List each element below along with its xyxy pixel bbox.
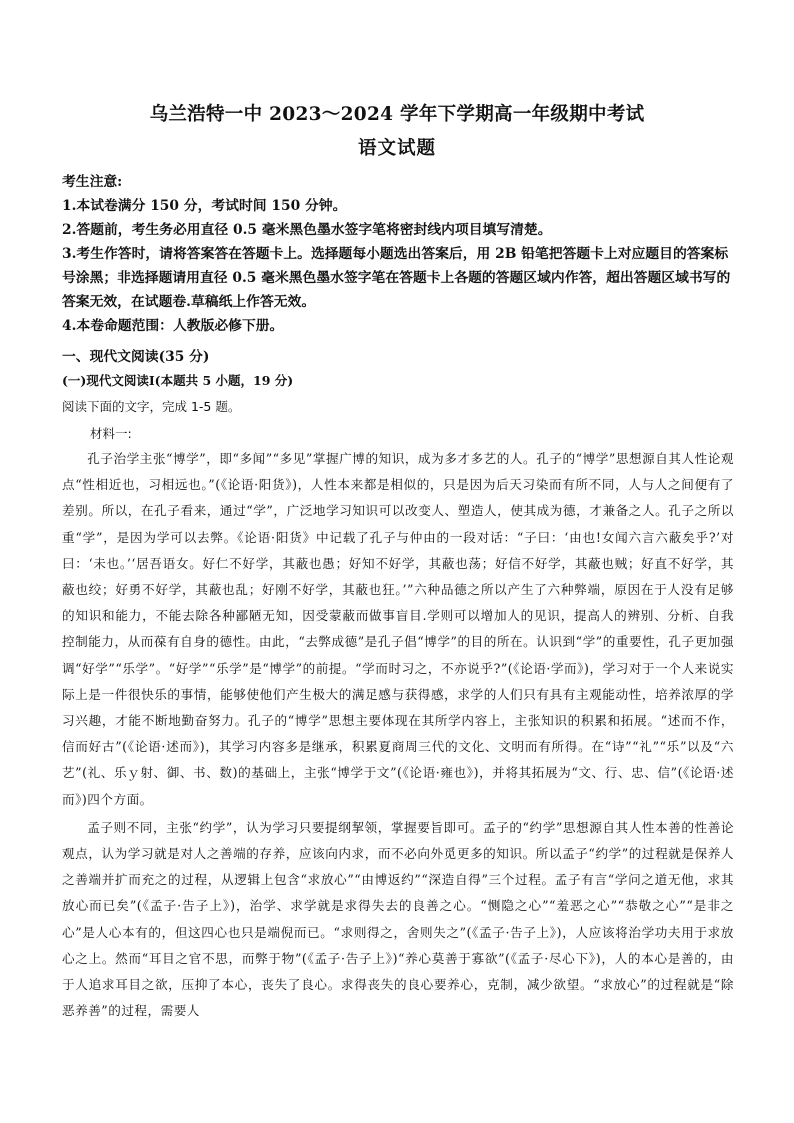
exam-title: 乌兰浩特一中 2023～2024 学年下学期高一年级期中考试 <box>149 104 645 125</box>
section-subtitle: (一)现代文阅读Ⅰ(本题共 5 小题，19 分) <box>62 373 294 388</box>
notice-item: 3.考生作答时，请将答案答在答题卡上。选择题每小题选出答案后，用 2B 铅笔把答题卡上对应题目的答案标号涂黑；非选择题请用直径 0.5 毫米黑色墨水签字笔在答题卡上各题的答题区域内作答，超出答题区域书写的答案无效，在试题卷.草稿纸上作答无效。 <box>62 246 731 310</box>
notice-item: 1.本试卷满分 150 分，考试时间 150 分钟。 <box>62 198 347 214</box>
reading-instruction: 阅读下面的文字，完成 1-5 题。 <box>62 399 241 414</box>
notice-heading: 考生注意: <box>62 174 123 190</box>
passage-paragraph: 孟子则不同，主张“约学”，认为学习只要提纲挈领，掌握要旨即可。孟子的“约学”思想源自其人性本善的性善论观点，认为学习就是对人之善端的存养，应该向内求，而不必向外觅更多的知识。所以孟子“约学”的过程就是保养人之善端并扩而充之的过程，从逻辑上包含“求放心”“由博返约”“深造自得”三个过程。孟子有言“学问之道无他，求其放心而已矣”(《孟子·告子上》)，治学、求学就是求得失去的良善之心。“恻隐之心”“羞恶之心”“恭敬之心”“是非之心”是人心本有的，但这四心也只是端倪而已。“求则得之，舍则失之”(《孟子·告子上》)，人应该将治学功夫用于求放心之上。然而“耳目之官不思，而弊于物”(《孟子·告子上》)“养心莫善于寡欲”(《孟子·尽心下》)，人的本心是善的，由于人追求耳目之欲，压抑了本心，丧失了良心。求得丧失的良心要养心，克制，减少欲望。“求放心”的过程就是“除恶养善”的过程，需要人 <box>62 819 734 1019</box>
exam-subtitle: 语文试题 <box>357 138 436 159</box>
reading-passage <box>62 446 734 1024</box>
notice-block <box>62 170 734 338</box>
notice-item: 2.答题前，考生务必用直径 0.5 毫米黑色墨水签字笔将密封线内项目填写清楚。 <box>62 222 552 238</box>
material-label: 材料一: <box>90 426 132 441</box>
section-title: 一、现代文阅读(35 分) <box>62 349 210 365</box>
passage-paragraph: 孔子治学主张“博学”，即“多闻”“多见”掌握广博的知识，成为多才多艺的人。孔子的“博学”思想源自其人性论观点“性相近也，习相远也。”(《论语·阳货》)，人性本来都是相似的，只是因为后天习染而有所不同，人与人之间便有了差别。所以，在孔子看来，通过“学”，广泛地学习知识可以改变人、塑造人，使其成为德，才兼备之人。孔子之所以重“学”，是因为学可以去弊。《论语·阳货》中记载了孔子与仲由的一段对话：“子曰：‘由也!女闻六言六蔽矣乎?’对曰：‘未也。’‘居吾语女。好仁不好学，其蔽也愚；好知不好学，其蔽也荡；好信不好学，其蔽也贼；好直不好学，其蔽也绞；好勇不好学，其蔽也乱；好刚不好学，其蔽也狂。’”六种品德之所以产生了六种弊端，原因在于人没有足够的知识和能力，不能去除各种鄙陋无知，因受蒙蔽而做事盲目.学则可以增加人的见识，提高人的辨别、分析、自我控制能力，从而葆有自身的德性。由此，“去弊成德”是孔子倡“博学”的目的所在。认识到“学”的重要性，孔子更加强调“好学”“乐学”。“好学”“乐学”是“博学”的前提。“学而时习之，不亦说乎?”(《论语·学而》)，学习对于一个人来说实际上是一件很快乐的事情，能够使他们产生极大的满足感与获得感，求学的人们只有具有主观能动性，培养浓厚的学习兴趣，才能不断地勤奋努力。孔子的“博学”思想主要体现在其所学内容上，主张知识的积累和拓展。“述而不作，信而好古”(《论语·述而》)，其学习内容多是继承，积累夏商周三代的文化、文明而有所得。在“诗”“礼”“乐”以及“六艺”(礼、乐ｙ射、御、书、数)的基础上，主张“博学于文”(《论语·雍也》)，并将其拓展为“文、行、忠、信”(《论语·述而》)四个方面。 <box>62 451 734 807</box>
notice-item: 4.本卷命题范围：人教版必修下册。 <box>62 318 284 334</box>
